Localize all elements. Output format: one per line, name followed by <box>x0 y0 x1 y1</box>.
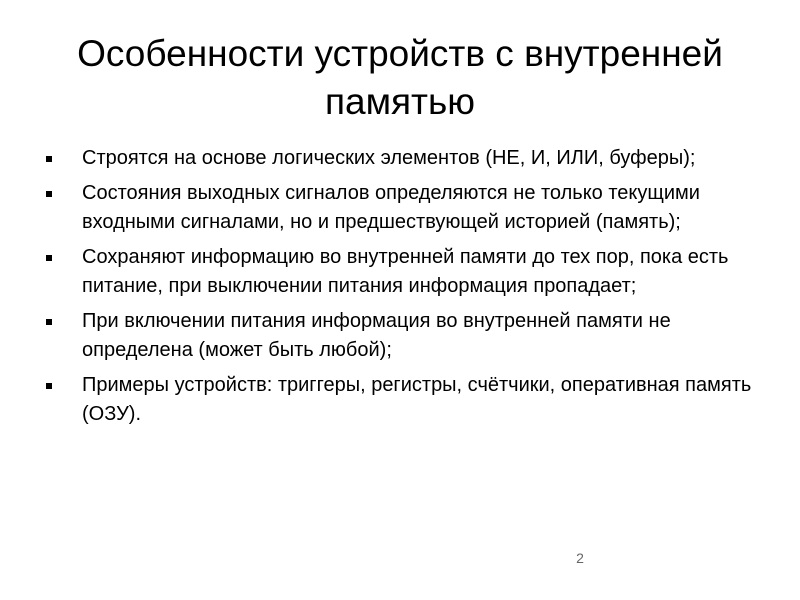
page-number: 2 <box>576 550 584 566</box>
bullet-icon <box>46 319 52 325</box>
bullet-text: Сохраняют информацию во внутренней памяти до тех пор, пока есть питание, при выключении питания информация пропадает; <box>82 246 729 297</box>
slide-title: Особенности устройств с внутренней памятью <box>77 33 723 122</box>
bullet-text: Состояния выходных сигналов определяются не только текущими входными сигналами, но и предшествующей историей (память); <box>82 182 700 233</box>
bullet-item <box>46 371 766 429</box>
bullet-icon <box>46 156 52 162</box>
bullet-item <box>46 179 766 237</box>
bullet-text: Строятся на основе логических элементов (НЕ, И, ИЛИ, буферы); <box>82 147 696 169</box>
bullet-list <box>46 144 766 435</box>
bullet-icon <box>46 191 52 197</box>
bullet-icon <box>46 383 52 389</box>
bullet-text: При включении питания информация во внутренней памяти не определена (может быть любой); <box>82 310 671 361</box>
bullet-item <box>46 243 766 301</box>
bullet-item <box>46 144 766 173</box>
bullet-text: Примеры устройств: триггеры, регистры, счётчики, оперативная память (ОЗУ). <box>82 374 752 425</box>
bullet-icon <box>46 255 52 261</box>
bullet-item <box>46 307 766 365</box>
